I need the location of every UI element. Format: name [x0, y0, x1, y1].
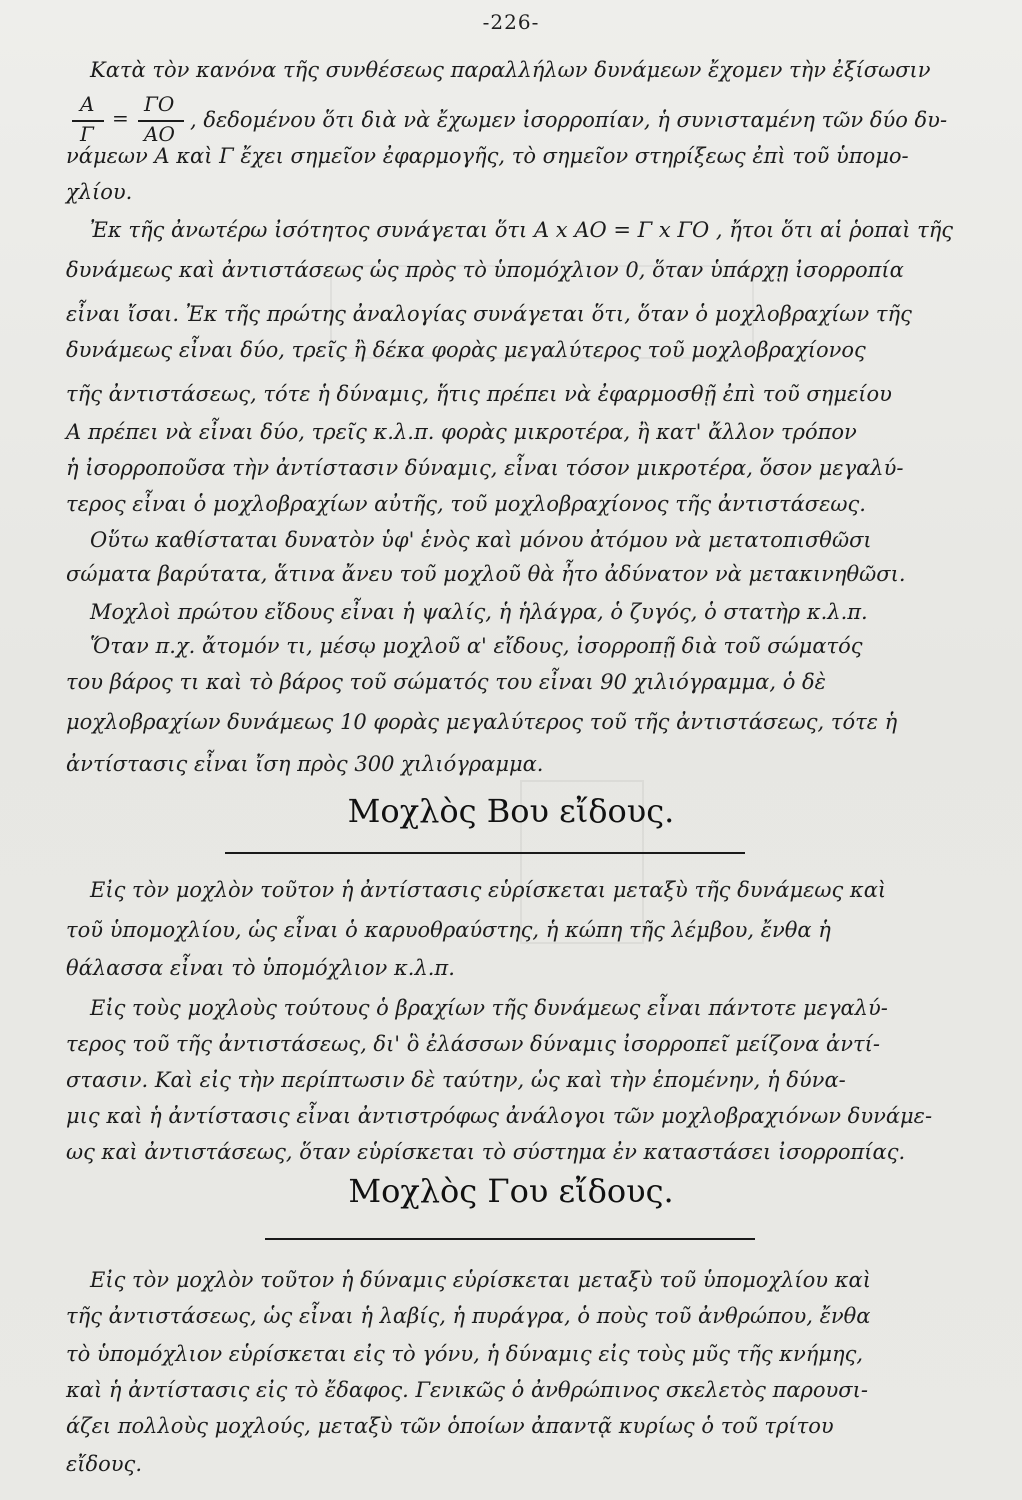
- fraction-numerator: ΓΟ: [144, 92, 175, 116]
- heading-underline: [225, 852, 745, 854]
- text-line: εἴδους.: [66, 1452, 142, 1476]
- text-line: του βάρος τι καὶ τὸ βάρος τοῦ σώματός του εἶναι 90 χιλιόγραμμα, ὁ δὲ: [66, 670, 826, 694]
- text-line: τοῦ ὑπομοχλίου, ὡς εἶναι ὁ καρυοθραύστης, ἡ κώπη τῆς λέμβου, ἔνθα ἡ: [66, 918, 831, 942]
- text-line: δυνάμεως εἶναι δύο, τρεῖς ἢ δέκα φορὰς μεγαλύτερος τοῦ μοχλοβραχίονος: [66, 338, 866, 362]
- text-line: θάλασσα εἶναι τὸ ὑπομόχλιον κ.λ.π.: [66, 956, 455, 980]
- text-line: , δεδομένου ὅτι διὰ νὰ ἔχωμεν ἰσορροπίαν, ἡ συνισταμένη τῶν δύο δυ-: [190, 108, 948, 132]
- text-line: ἀντίστασις εἶναι ἴση πρὸς 300 χιλιόγραμμα.: [66, 752, 544, 776]
- page-number: -226-: [482, 10, 540, 34]
- text-line: εἶναι ἴσαι. Ἐκ τῆς πρώτης ἀναλογίας συνάγεται ὅτι, ὅταν ὁ μοχλοβραχίων τῆς: [66, 302, 912, 326]
- text-line: Εἰς τὸν μοχλὸν τοῦτον ἡ ἀντίστασις εὑρίσκεται μεταξὺ τῆς δυνάμεως καὶ: [90, 878, 887, 902]
- text-line: Εἰς τὸν μοχλὸν τοῦτον ἡ δύναμις εὑρίσκεται μεταξὺ τοῦ ὑπομοχλίου καὶ: [90, 1268, 871, 1292]
- text-line: στασιν. Καὶ εἰς τὴν περίπτωσιν δὲ ταύτην, ὡς καὶ τὴν ἑπομένην, ἡ δύνα-: [66, 1068, 846, 1092]
- text-line: μοχλοβραχίων δυνάμεως 10 φορὰς μεγαλύτερος τοῦ τῆς ἀντιστάσεως, τότε ἡ: [66, 710, 898, 734]
- text-line: νάμεων Α καὶ Γ ἔχει σημεῖον ἐφαρμογῆς, τὸ σημεῖον στηρίξεως ἐπὶ τοῦ ὑπομο-: [66, 144, 909, 168]
- text-line: σώματα βαρύτατα, ἅτινα ἄνευ τοῦ μοχλοῦ θὰ ἦτο ἀδύνατον νὰ μετακινηθῶσι.: [66, 562, 906, 586]
- text-line: ἡ ἰσορροποῦσα τὴν ἀντίστασιν δύναμις, εἶναι τόσον μικροτέρα, ὅσον μεγαλύ-: [66, 456, 904, 480]
- equals-sign: =: [112, 106, 129, 130]
- fraction-numerator: A: [80, 92, 95, 116]
- text-line: Εἰς τοὺς μοχλοὺς τούτους ὁ βραχίων τῆς δυνάμεως εἶναι πάντοτε μεγαλύ-: [90, 996, 888, 1020]
- text-line: τὸ ὑπομόχλιον εὑρίσκεται εἰς τὸ γόνυ, ἡ δύναμις εἰς τοὺς μῦς τῆς κνήμης,: [66, 1342, 864, 1366]
- text-line: χλίου.: [66, 180, 133, 204]
- text-line: τῆς ἀντιστάσεως, ὡς εἶναι ἡ λαβίς, ἡ πυράγρα, ὁ ποὺς τοῦ ἀνθρώπου, ἔνθα: [66, 1304, 871, 1328]
- text-line: Κατὰ τὸν κανόνα τῆς συνθέσεως παραλλήλων δυνάμεων ἔχομεν τὴν ἐξίσωσιν: [90, 58, 931, 82]
- text-line: άζει πολλοὺς μοχλούς, μεταξὺ τῶν ὁποίων ἀπαντᾷ κυρίως ὁ τοῦ τρίτου: [66, 1414, 834, 1438]
- text-line: Α πρέπει νὰ εἶναι δύο, τρεῖς κ.λ.π. φορὰς μικροτέρα, ἢ κατ' ἄλλον τρόπον: [66, 420, 857, 444]
- text-line: τῆς ἀντιστάσεως, τότε ἡ δύναμις, ἥτις πρέπει νὰ ἐφαρμοσθῇ ἐπὶ τοῦ σημείου: [66, 382, 892, 406]
- section-heading: Μοχλὸς Γου εἴδους.: [348, 1172, 674, 1210]
- text-line: μις καὶ ἡ ἀντίστασις εἶναι ἀντιστρόφως ἀνάλογοι τῶν μοχλοβραχιόνων δυνάμε-: [66, 1104, 933, 1128]
- text-line: τερος εἶναι ὁ μοχλοβραχίων αὐτῆς, τοῦ μοχλοβραχίονος τῆς ἀντιστάσεως.: [66, 492, 866, 516]
- fraction-denominator: ΑΟ: [144, 122, 175, 146]
- fraction-denominator: Γ: [80, 122, 94, 146]
- text-line: καὶ ἡ ἀντίστασις εἰς τὸ ἔδαφος. Γενικῶς ὁ ἀνθρώπινος σκελετὸς παρουσι-: [66, 1378, 868, 1402]
- text-line: ως καὶ ἀντιστάσεως, ὅταν εὑρίσκεται τὸ σύστημα ἐν καταστάσει ἰσορροπίας.: [66, 1140, 906, 1164]
- text-line: Οὕτω καθίσταται δυνατὸν ὑφ' ἑνὸς καὶ μόνου ἀτόμου νὰ μετατοπισθῶσι: [90, 528, 872, 552]
- text-line: δυνάμεως καὶ ἀντιστάσεως ὡς πρὸς τὸ ὑπομόχλιον 0, ὅταν ὑπάρχῃ ἰσορροπία: [66, 258, 904, 282]
- text-line: Ἐκ τῆς ἀνωτέρω ἰσότητος συνάγεται ὅτι Α x ΑΟ = Γ x ΓΟ , ἤτοι ὅτι αἱ ῥοπαὶ τῆς: [90, 218, 954, 242]
- text-line: Μοχλοὶ πρώτου εἴδους εἶναι ἡ ψαλίς, ἡ ἡλάγρα, ὁ ζυγός, ὁ στατὴρ κ.λ.π.: [90, 600, 868, 624]
- section-heading: Μοχλὸς Βου εἴδους.: [347, 792, 675, 830]
- text-line: τερος τοῦ τῆς ἀντιστάσεως, δι' ὃ ἐλάσσων δύναμις ἰσορροπεῖ μείζονα ἀντί-: [66, 1032, 880, 1056]
- text-line: Ὅταν π.χ. ἄτομόν τι, μέσῳ μοχλοῦ α' εἴδους, ἰσορροπῇ διὰ τοῦ σώματός: [90, 634, 863, 658]
- fraction-equation: [66, 92, 186, 148]
- heading-underline: [265, 1238, 755, 1240]
